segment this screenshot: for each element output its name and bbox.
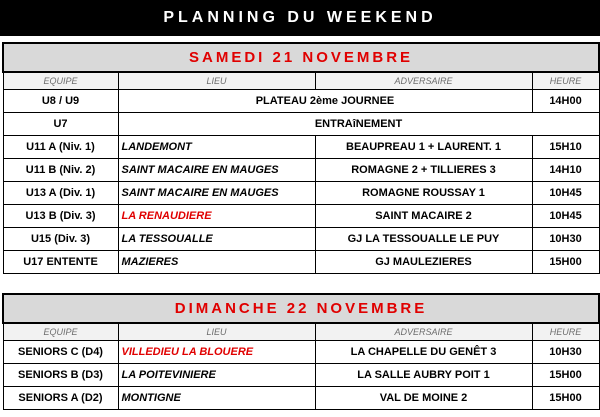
team-cell: SENIORS B (D3) (3, 364, 118, 387)
table-row (3, 341, 599, 364)
column-header-place: LIEU (118, 72, 315, 90)
place-cell: MAZIERES (118, 251, 315, 274)
saturday-column-header-row (3, 72, 599, 90)
team-cell: U11 B (Niv. 2) (3, 159, 118, 182)
time-cell: 14H10 (532, 159, 599, 182)
saturday-schedule-table (2, 42, 600, 274)
sunday-heading: DIMANCHE 22 NOVEMBRE (3, 294, 599, 323)
place-cell: SAINT MACAIRE EN MAUGES (118, 182, 315, 205)
table-row (3, 364, 599, 387)
time-cell: 15H00 (532, 364, 599, 387)
team-cell: SENIORS A (D2) (3, 387, 118, 410)
time-cell: 15H00 (532, 251, 599, 274)
merged-cell: PLATEAU 2ème JOURNEE (118, 90, 532, 113)
opponent-cell: VAL DE MOINE 2 (315, 387, 532, 410)
time-cell: 10H45 (532, 182, 599, 205)
place-cell: VILLEDIEU LA BLOUERE (118, 341, 315, 364)
page-title: PLANNING DU WEEKEND (0, 0, 600, 36)
table-row (3, 387, 599, 410)
table-row (3, 182, 599, 205)
time-cell: 10H45 (532, 205, 599, 228)
team-cell: U11 A (Niv. 1) (3, 136, 118, 159)
column-header-time: HEURE (532, 72, 599, 90)
column-header-opponent: ADVERSAIRE (315, 323, 532, 341)
opponent-cell: SAINT MACAIRE 2 (315, 205, 532, 228)
column-header-team: EQUIPE (3, 323, 118, 341)
team-cell: U17 ENTENTE (3, 251, 118, 274)
sunday-column-header-row (3, 323, 599, 341)
column-header-time: HEURE (532, 323, 599, 341)
opponent-cell: GJ MAULEZIERES (315, 251, 532, 274)
opponent-cell: GJ LA TESSOUALLE LE PUY (315, 228, 532, 251)
table-row (3, 136, 599, 159)
column-header-team: EQUIPE (3, 72, 118, 90)
opponent-cell: LA CHAPELLE DU GENÊT 3 (315, 341, 532, 364)
column-header-opponent: ADVERSAIRE (315, 72, 532, 90)
place-cell: LA RENAUDIERE (118, 205, 315, 228)
saturday-heading: SAMEDI 21 NOVEMBRE (3, 43, 599, 72)
place-cell: LA POITEVINIERE (118, 364, 315, 387)
sunday-schedule-table (2, 293, 600, 410)
table-row (3, 159, 599, 182)
team-cell: U8 / U9 (3, 90, 118, 113)
opponent-cell: BEAUPREAU 1 + LAURENT. 1 (315, 136, 532, 159)
time-cell: 10H30 (532, 228, 599, 251)
table-row (3, 205, 599, 228)
team-cell: U7 (3, 113, 118, 136)
opponent-cell: ROMAGNE 2 + TILLIERES 3 (315, 159, 532, 182)
place-cell: MONTIGNE (118, 387, 315, 410)
table-row (3, 228, 599, 251)
table-row (3, 90, 599, 113)
place-cell: SAINT MACAIRE EN MAUGES (118, 159, 315, 182)
table-row (3, 251, 599, 274)
team-cell: U15 (Div. 3) (3, 228, 118, 251)
column-header-place: LIEU (118, 323, 315, 341)
time-cell: 14H00 (532, 90, 599, 113)
place-cell: LANDEMONT (118, 136, 315, 159)
merged-cell: ENTRAîNEMENT (118, 113, 599, 136)
place-cell: LA TESSOUALLE (118, 228, 315, 251)
time-cell: 15H00 (532, 387, 599, 410)
team-cell: SENIORS C (D4) (3, 341, 118, 364)
time-cell: 10H30 (532, 341, 599, 364)
team-cell: U13 B (Div. 3) (3, 205, 118, 228)
time-cell: 15H10 (532, 136, 599, 159)
opponent-cell: LA SALLE AUBRY POIT 1 (315, 364, 532, 387)
opponent-cell: ROMAGNE ROUSSAY 1 (315, 182, 532, 205)
table-row (3, 113, 599, 136)
team-cell: U13 A (Div. 1) (3, 182, 118, 205)
